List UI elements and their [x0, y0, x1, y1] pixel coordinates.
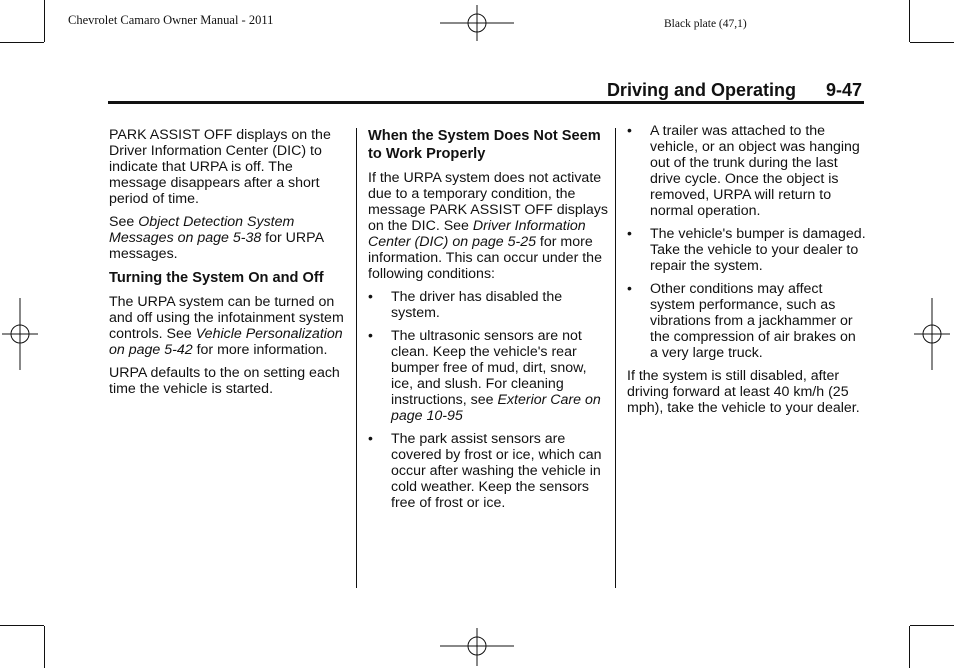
column-2: [368, 127, 608, 518]
header-rule: [108, 101, 864, 104]
registration-mark-top: [440, 5, 514, 41]
crop-mark: [44, 626, 45, 668]
paragraph: If the system is still disabled, after driving forward at least 40 km/h (25 mph), take the vehicle to your dealer.: [627, 368, 860, 416]
column-divider: [615, 128, 616, 588]
bullet-icon: •: [368, 430, 373, 446]
subheading: When the System Does Not Seem to Work Properly: [368, 128, 601, 162]
registration-mark-left: [2, 298, 38, 370]
page-number: 9-47: [825, 80, 862, 100]
paragraph: PARK ASSIST OFF displays on the Driver Information Center (DIC) to indicate that URPA is off. The message disappears after a short period of time.: [109, 127, 331, 207]
cross-reference[interactable]: Exterior Care on page 10-95: [391, 392, 601, 424]
section-header: [607, 80, 862, 101]
bullet-icon: •: [368, 288, 373, 304]
list-item: • Other conditions may affect system performance, such as vibrations from a jackhammer or the compression of air brakes on a very large truck.: [627, 280, 856, 361]
paragraph: The URPA system can be turned on and off using the infotainment system controls. See Vehicle Personalization on page 5-42 for more information.: [109, 294, 344, 358]
cross-reference[interactable]: Driver Information Center (DIC) on page 5-25: [368, 218, 586, 250]
subheading: Turning the System On and Off: [109, 270, 324, 286]
crop-mark: [909, 0, 910, 42]
crop-mark: [910, 42, 954, 43]
manual-title: Chevrolet Camaro Owner Manual - 2011: [68, 13, 274, 27]
registration-mark-bottom: [440, 628, 514, 666]
registration-mark-right: [914, 298, 950, 370]
condition-list: [368, 289, 608, 511]
column-1: [109, 127, 349, 404]
paragraph: If the URPA system does not activate due to a temporary condition, the message PARK ASSIST OFF displays on the DIC. See Driver Information Center (DIC) on page 5-25 for more information. This can occur under the following conditions:: [368, 170, 608, 282]
list-item: • The ultrasonic sensors are not clean. Keep the vehicle's rear bumper free of mud, dirt, snow, ice, and slush. For cleaning instructions, see Exterior Care on page 10-95: [368, 327, 601, 424]
crop-mark: [0, 625, 44, 626]
paragraph: See Object Detection System Messages on page 5-38 for URPA messages.: [109, 214, 324, 262]
crop-mark: [0, 42, 44, 43]
paragraph: URPA defaults to the on setting each time the vehicle is started.: [109, 365, 340, 397]
bullet-icon: •: [627, 122, 632, 138]
column-3: [627, 123, 867, 423]
cross-reference[interactable]: Vehicle Personalization on page 5-42: [109, 326, 343, 358]
bullet-icon: •: [627, 280, 632, 296]
bullet-icon: •: [368, 327, 373, 343]
list-item: • The driver has disabled the system.: [368, 288, 563, 321]
list-item: • The vehicle's bumper is damaged. Take the vehicle to your dealer to repair the system.: [627, 225, 866, 274]
list-item: • A trailer was attached to the vehicle, or an object was hanging out of the trunk during the last drive cycle. Once the object is removed, URPA will return to normal operation.: [627, 122, 860, 219]
condition-list: [627, 123, 867, 361]
crop-mark: [910, 625, 954, 626]
list-item: • The park assist sensors are covered by frost or ice, which can occur after washing the vehicle in cold weather. Keep the sensors free of frost or ice.: [368, 430, 602, 511]
crop-mark: [909, 626, 910, 668]
bullet-icon: •: [627, 225, 632, 241]
crop-mark: [44, 0, 45, 42]
section-title: Driving and Operating: [606, 80, 796, 100]
column-divider: [356, 128, 357, 588]
cross-reference[interactable]: Object Detection System Messages on page 5-38: [109, 214, 295, 246]
plate-label: Black plate (47,1): [664, 18, 747, 30]
